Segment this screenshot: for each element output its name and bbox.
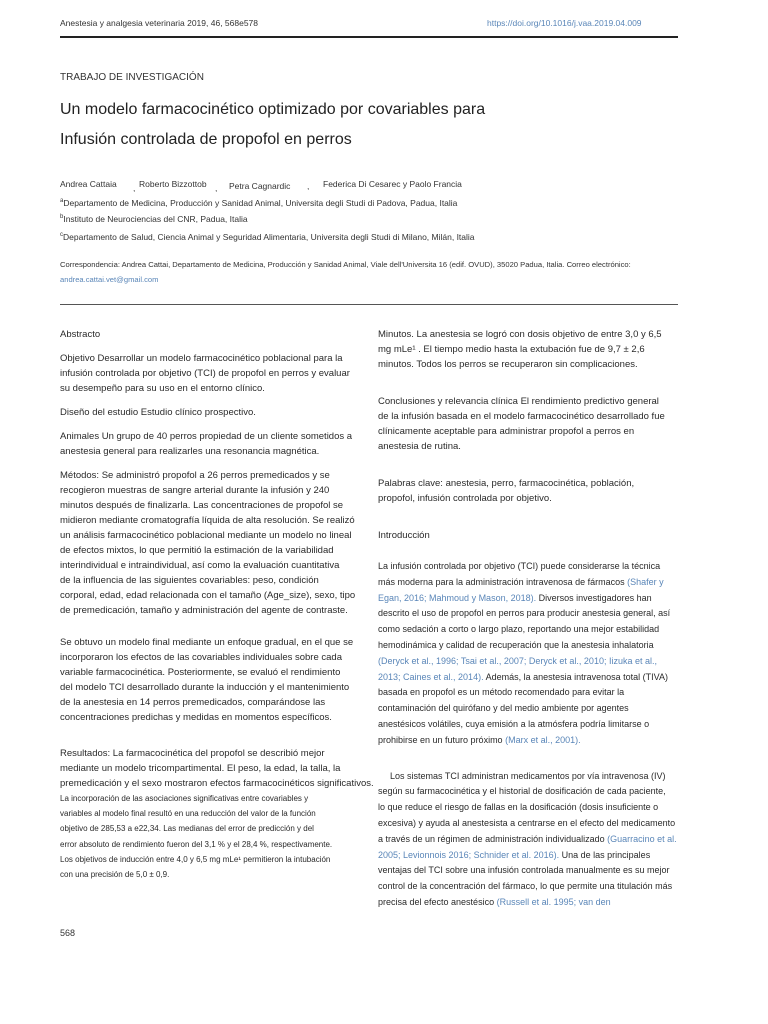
- text-line: [378, 879, 703, 895]
- text-segment: hemodinámica y calidad de recuperación que la anestesia inhalatoria: [378, 639, 654, 650]
- citation-link[interactable]: 2005; Levionnois 2016; Schnider et al. 2016).: [378, 849, 560, 860]
- text-line: Objetivo Desarrollar un modelo farmacocinético poblacional para la: [60, 353, 343, 364]
- text-line: [378, 622, 703, 638]
- citation-link[interactable]: Egan, 2016; Mahmoud y Mason, 2018).: [378, 592, 537, 603]
- text-segment: Diversos investigadores han: [536, 592, 652, 603]
- text-segment: más moderna para la administración intravenosa de fármacos: [378, 576, 628, 587]
- text-line: Métodos: Se administró propofol a 26 perros premedicados y se: [60, 470, 330, 481]
- author-4-5: Federica Di Cesarec y Paolo Francia: [323, 179, 462, 189]
- journal-citation: Anestesia y analgesia veterinaria 2019, 46, 568e578: [60, 18, 259, 28]
- text-line: concentraciones predichas y medidas en momentos específicos.: [60, 712, 332, 723]
- text-segment: precisa del efecto anestésico: [378, 896, 497, 907]
- text-line: error absoluto de rendimiento fueron del 3,1 % y el 28,4 %, respectivamente.: [60, 839, 333, 849]
- text-line: clínicamente aceptable para administrar propofol a perros en: [378, 426, 635, 437]
- abstract-conclusiones: [378, 394, 703, 454]
- abstract-diseno: [60, 405, 380, 420]
- text-line: Se obtuvo un modelo final mediante un enfoque gradual, en el que se: [60, 637, 354, 648]
- text-line: [378, 670, 703, 686]
- text-line: su desempeño para su uso en el entorno clínico.: [60, 383, 265, 394]
- text-line: de premedicación, tamaño y administración del agente de contraste.: [60, 605, 348, 616]
- abstract-animales: [60, 429, 380, 459]
- text-line: infusión controlada por objetivo (TCI) de propofol en perros y evaluar: [60, 368, 350, 379]
- text-line: mediante un modelo tricompartimental. El peso, la edad, la talla, la: [60, 763, 341, 774]
- abstract-resultados-cont: [60, 791, 380, 882]
- citation-link[interactable]: (Deryck et al., 1996; Tsai et al., 2007; Deryck et al., 2010; Iizuka et al.,: [378, 655, 657, 666]
- correspondence-email[interactable]: andrea.cattai.vet@gmail.com: [60, 275, 159, 284]
- text-line: anestesia de rutina.: [378, 441, 461, 452]
- text-line: [378, 848, 703, 864]
- text-segment: a través de un régimen de administración individualizado: [378, 833, 608, 844]
- citation-link[interactable]: (Shafer y: [627, 576, 664, 587]
- text-line: interindividual e intraindividual, así como la evaluación cuantitativa: [60, 560, 340, 571]
- text-segment: ventajas del TCI sobre una infusión controlada manualmente es su mejor: [378, 865, 670, 876]
- affiliation-b: [60, 209, 248, 228]
- text-line: Palabras clave: anestesia, perro, farmacocinética, población,: [378, 478, 635, 489]
- citation-link[interactable]: 2013; Caines et al., 2014).: [378, 671, 484, 682]
- text-line: [378, 769, 703, 785]
- text-segment: Además, la anestesia intravenosa total (TIVA): [483, 671, 669, 682]
- introduction-paragraph-2: [378, 769, 703, 911]
- text-line: [378, 733, 703, 749]
- text-segment: Una de las principales: [559, 849, 651, 860]
- text-segment: control de la concentración del fármaco, lo que permite una titulación más: [378, 881, 673, 892]
- affiliation-a-text: Departamento de Medicina, Producción y Sanidad Animal, Universita degli Studi di Padova, Padua, Italia: [63, 197, 458, 208]
- text-line: [378, 816, 703, 832]
- affiliation-b-text: Instituto de Neurociencias del CNR, Padua, Italia: [63, 213, 248, 224]
- text-line: [378, 895, 703, 911]
- abstract-minutos: [378, 327, 703, 372]
- text-segment: basada en propofol es un método recomendado para evitar la: [378, 687, 625, 698]
- text-line: [378, 654, 703, 670]
- text-line: [378, 575, 703, 591]
- text-line: [378, 863, 703, 879]
- text-segment: excesiva) y ayuda al anestesista a centrarse en el efecto del medicamento: [378, 817, 676, 828]
- text-line: incorporaron los efectos de las covariables individuales sobre cada: [60, 652, 342, 663]
- citation-link[interactable]: (Guarracino et al.: [607, 833, 677, 844]
- section-rule: [60, 304, 678, 305]
- author-3: Petra Cagnardic: [229, 181, 291, 191]
- text-line: variables al modelo final resultó en una reducción del valor de la función: [60, 809, 316, 819]
- citation-link[interactable]: (Russell et al. 1995; van den: [496, 896, 611, 907]
- text-line: premedicación y el sexo mostraron efectos farmacocinéticos significativos.: [60, 778, 374, 789]
- text-line: [378, 800, 703, 816]
- page-number: 568: [60, 928, 76, 938]
- text-line: Conclusiones y relevancia clínica El rendimiento predictivo general: [378, 396, 659, 407]
- abstract-heading: Abstracto: [60, 329, 101, 340]
- affiliation-a-marker: a: [60, 198, 64, 204]
- affiliation-c-marker: c: [60, 232, 63, 238]
- author-separator: ,: [133, 183, 136, 193]
- text-line: con una precisión de 5,0 ± 0,9.: [60, 870, 170, 880]
- text-line: un análisis farmacocinético poblacional mediante un modelo no lineal: [60, 530, 352, 541]
- citation-link[interactable]: (Marx et al., 2001).: [505, 734, 581, 745]
- text-line: variable farmacocinética. Posteriormente, se evaluó el rendimiento: [60, 667, 341, 678]
- header-rule: [60, 36, 678, 38]
- text-line: [378, 832, 703, 848]
- text-line: Resultados: La farmacocinética del propofol se describió mejor: [60, 748, 325, 759]
- text-segment: lo que reduce el riesgo de fallas en la dosificación (dosis insuficiente o: [378, 802, 659, 813]
- abstract-resultados: [60, 746, 380, 791]
- right-column: [378, 327, 703, 911]
- author-1: Andrea Cattaia: [60, 179, 117, 189]
- text-line: del modelo TCI desarrollado durante la inducción y el mantenimiento: [60, 682, 350, 693]
- keywords: [378, 476, 703, 506]
- text-line: objetivo de 285,53 a e22,34. Las medianas del error de predicción y del: [60, 824, 314, 834]
- author-2: Roberto Bizzottob: [139, 179, 207, 189]
- text-line: recogieron muestras de sangre arterial durante la infusión y 240: [60, 485, 330, 496]
- text-segment: La infusión controlada por objetivo (TCI) puede considerarse la técnica: [378, 561, 661, 571]
- text-line: mg mLe¹ . El tiempo medio hasta la extubación fue de 9,7 ± 2,6: [378, 344, 645, 355]
- correspondence-text: Correspondencia: Andrea Cattai, Departamento de Medicina, Producción y Sanidad Animal, Viale dell'Universita 16 (edif. OVUD), 35020 Padua, Italia. Correo electrónico:: [60, 260, 631, 269]
- text-line: Animales Un grupo de 40 perros propiedad de un cliente sometidos a: [60, 431, 353, 442]
- text-line: de efectos mixtos, lo que permitió la estimación de la variabilidad: [60, 545, 334, 556]
- text-line: [378, 784, 703, 800]
- abstract-modelo-final: [60, 635, 380, 725]
- text-segment: descrito el uso de propofol en perros para producir anestesia general, así: [378, 608, 671, 619]
- doi-link[interactable]: https://doi.org/10.1016/j.vaa.2019.04.009: [487, 18, 642, 28]
- introduction-heading: Introducción: [378, 530, 430, 541]
- text-line: [378, 591, 703, 607]
- left-column: [60, 327, 380, 882]
- text-line: [378, 701, 703, 717]
- text-line: corporal, edad, edad relacionada con el tamaño (Age_size), sexo, tipo: [60, 590, 356, 601]
- article-title-line1: Un modelo farmacocinético optimizado por covariables para: [60, 101, 486, 118]
- affiliation-b-marker: b: [60, 214, 64, 220]
- text-line: minutos. Todos los perros se recuperaron sin complicaciones.: [378, 359, 638, 370]
- text-line: de la influencia de las siguientes covariables: peso, condición: [60, 575, 319, 586]
- abstract-metodos: [60, 468, 380, 618]
- text-line: Diseño del estudio Estudio clínico prospectivo.: [60, 407, 256, 418]
- text-segment: contaminación del quirófano y del medio ambiente por agentes: [378, 703, 629, 714]
- text-line: anestesia general para realizarles una resonancia magnética.: [60, 446, 320, 457]
- introduction-paragraph-1: [378, 559, 703, 749]
- text-line: propofol, infusión controlada por objetivo.: [378, 493, 552, 504]
- text-line: [378, 685, 703, 701]
- text-line: [378, 559, 703, 575]
- text-line: [378, 606, 703, 622]
- article-type: TRABAJO DE INVESTIGACIÓN: [60, 72, 204, 83]
- author-separator: ,: [215, 183, 218, 193]
- affiliation-c: [60, 227, 475, 246]
- article-title-line2: Infusión controlada de propofol en perros: [60, 131, 352, 148]
- text-segment: según su farmacocinética y el historial de dosificación de cada paciente,: [378, 786, 666, 797]
- text-line: [378, 717, 703, 733]
- text-segment: anestésicos volátiles, cuya emisión a la atmósfera podría limitarse o: [378, 718, 650, 729]
- text-line: Los objetivos de inducción entre 4,0 y 6,5 mg mLe¹ permitieron la intubación: [60, 854, 331, 864]
- text-segment: prohibirse en un futuro próximo: [378, 734, 506, 745]
- text-line: de la anestesia en 14 perros premedicados, comparándose las: [60, 697, 326, 708]
- text-line: La incorporación de las asociaciones significativas entre covariables y: [60, 794, 309, 803]
- text-line: de la infusión basada en el modelo farmacocinético desarrollado fue: [378, 411, 665, 422]
- affiliation-c-text: Departamento de Salud, Ciencia Animal y Seguridad Alimentaria, Universita degli Studi di Milano, Milán, Italia: [63, 231, 475, 242]
- abstract-objetivo: [60, 351, 380, 396]
- text-segment: como sedación a corto o largo plazo, reportando una mejor estabilidad: [378, 624, 660, 635]
- author-separator: ,: [307, 181, 310, 191]
- text-line: midieron mediante cromatografía líquida de alta resolución. Se realizó: [60, 515, 355, 526]
- text-line: minutos después de finalizarla. Las concentraciones de propofol se: [60, 500, 344, 511]
- text-segment: Los sistemas TCI administran medicamentos por vía intravenosa (IV): [390, 770, 666, 781]
- text-line: [378, 638, 703, 654]
- text-line: Minutos. La anestesia se logró con dosis objetivo de entre 3,0 y 6,5: [378, 329, 662, 340]
